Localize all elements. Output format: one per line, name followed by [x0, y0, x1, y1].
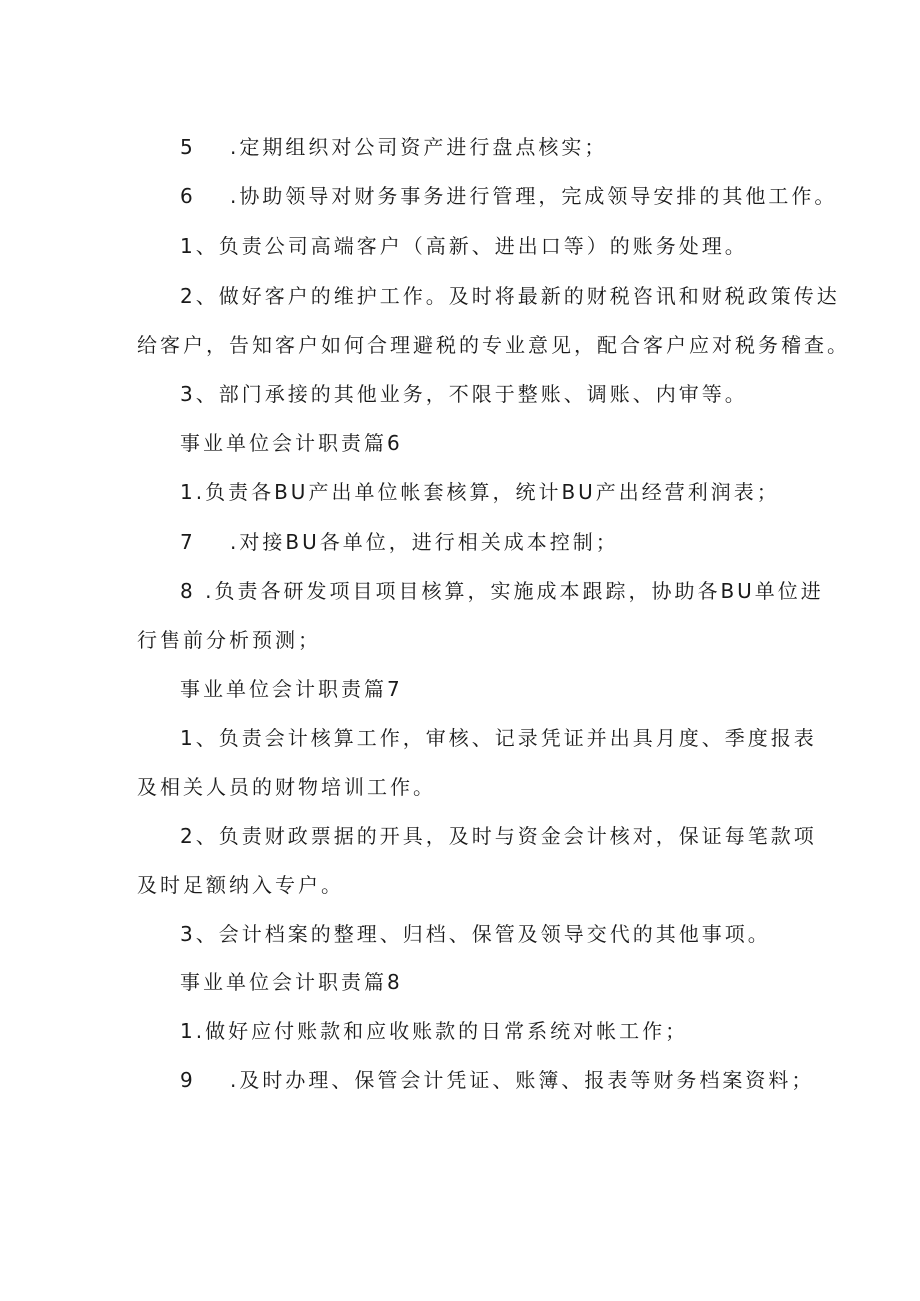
- item-number: 6: [180, 184, 196, 208]
- paragraph-line: 1.负责各BU产出单位帐套核算，统计BU产出经营利润表；: [180, 480, 780, 504]
- line-text: .及时办理、保管会计凭证、账簿、报表等财务档案资料；: [230, 1068, 815, 1092]
- paragraph-line: 给客户，告知客户如何合理避税的专业意见，配合客户应对税务稽查。: [137, 333, 850, 357]
- paragraph-line: 1、负责会计核算工作，审核、记录凭证并出具月度、季度报表: [180, 726, 817, 750]
- section-heading: 事业单位会计职责篇6: [180, 431, 403, 455]
- paragraph-line: 行售前分析预测；: [137, 628, 321, 652]
- numbered-line: [180, 1066, 814, 1094]
- paragraph-line: 及相关人员的财物培训工作。: [137, 775, 436, 799]
- paragraph-line: 1、负责公司高端客户（高新、进出口等）的账务处理。: [180, 234, 748, 258]
- paragraph-line: 2、做好客户的维护工作。及时将最新的财税咨讯和财税政策传达: [180, 284, 840, 308]
- section-heading: 事业单位会计职责篇8: [180, 970, 403, 994]
- paragraph-line: 及时足额纳入专户。: [137, 873, 344, 897]
- numbered-line: [180, 182, 837, 210]
- item-number: 9: [180, 1068, 196, 1092]
- numbered-line: [180, 133, 607, 161]
- paragraph-line: 3、部门承接的其他业务，不限于整账、调账、内审等。: [180, 382, 748, 406]
- line-text: .定期组织对公司资产进行盘点核实；: [230, 135, 608, 159]
- paragraph-line: 1.做好应付账款和应收账款的日常系统对帐工作；: [180, 1019, 689, 1043]
- item-number: 7: [180, 530, 196, 554]
- section-heading: 事业单位会计职责篇7: [180, 677, 403, 701]
- item-number: 5: [180, 135, 196, 159]
- line-text: .对接BU各单位，进行相关成本控制；: [230, 530, 619, 554]
- paragraph-line: 2、负责财政票据的开具，及时与资金会计核对，保证每笔款项: [180, 824, 817, 848]
- line-text: .协助领导对财务事务进行管理，完成领导安排的其他工作。: [230, 184, 838, 208]
- paragraph-line: 8 .负责各研发项目项目核算，实施成本跟踪，协助各BU单位进: [180, 579, 824, 603]
- paragraph-line: 3、会计档案的整理、归档、保管及领导交代的其他事项。: [180, 922, 771, 946]
- numbered-line: [180, 528, 619, 556]
